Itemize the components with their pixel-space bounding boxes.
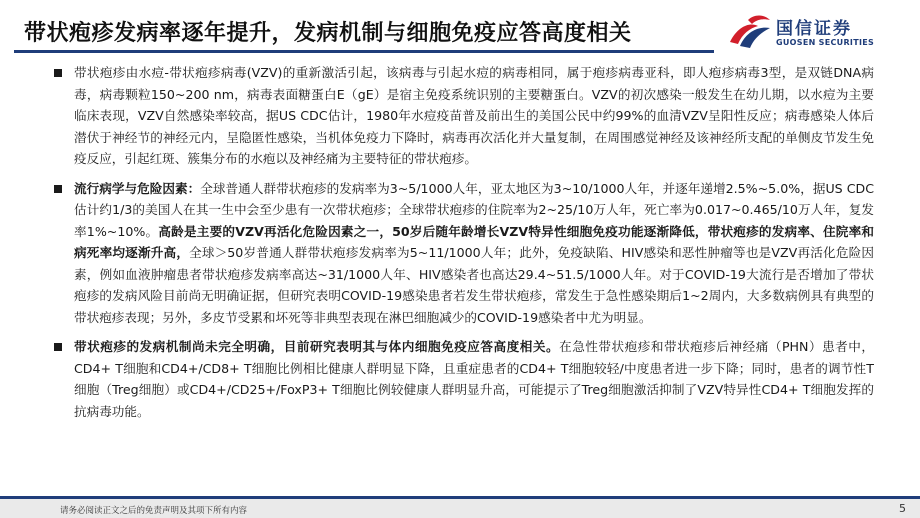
paragraph-emphasis: 高龄是主要的VZV再活化危险因素之一，50岁后随年龄增长VZV特异性细胞免疫功能逐渐降低，带状疱疹的发病率、住院率和病死率均逐渐升高， xyxy=(74,223,874,260)
paragraph-mechanism xyxy=(44,336,874,422)
page-number: 5 xyxy=(899,502,906,515)
title-underline xyxy=(14,50,714,53)
logo-chinese-name: 国信证券 xyxy=(776,19,852,39)
logo-english-name: GUOSEN SECURITIES xyxy=(776,38,875,47)
bullet-square-icon xyxy=(54,185,62,193)
content-body xyxy=(44,62,874,430)
paragraph-epidemiology xyxy=(44,178,874,329)
company-logo xyxy=(728,12,908,56)
footer-disclaimer: 请务必阅读正文之后的免责声明及其项下所有内容 xyxy=(60,506,248,516)
paragraph-text: 全球普通人群带状疱疹的发病率为3~5/1000人年，亚太地区为3~10/1000人年，并逐年递增2.5%~5.0%，据US CDC估计约1/3的美国人在其一生中会至少患有一次带状疱疹；全球带状疱疹的住院率为2~25/10万人年，死亡率为0.017~0.465/10万人年，复发率1%~10%。 xyxy=(74,180,875,239)
footer-divider xyxy=(0,496,920,499)
paragraph-lead: 流行病学与危险因素： xyxy=(74,180,201,196)
bullet-square-icon xyxy=(54,69,62,77)
paragraph-text: 带状疱疹由水痘-带状疱疹病毒(VZV)的重新激活引起，该病毒与引起水痘的病毒相同，属于疱疹病毒亚科，即人疱疹病毒3型，是双链DNA病毒，病毒颗粒150~200 nm，病毒表面糖蛋白E（gE）是宿主免疫系统识别的主要糖蛋白。VZV的初次感染一般发生在幼儿期，以水痘为主要临床表现，VZV自然感染率较高，据US CDC估计，1980年水痘疫苗普及前出生的美国公民中约99%的血清VZV呈阳性反应；病毒感染人体后潜伏于神经节的神经元内，呈隐匿性感染，当机体免疫力下降时，病毒再次活化并大量复制，在周围感觉神经及该神经所支配的单侧皮节发生免疫反应，引起红斑、簇集分布的水疱以及神经痛为主要特征的带状疱疹。 xyxy=(74,65,874,166)
paragraph-text: 在急性带状疱疹和带状疱疹后神经痛（PHN）患者中，CD4+ T细胞和CD4+/CD8+ T细胞比例相比健康人群明显下降，且重症患者的CD4+ T细胞较轻/中度患者进一步下降；同时，患者的调节性T细胞（Treg细胞）或CD4+/CD25+/FoxP3+ T细胞比例较健康人群明显升高，可能提示了Treg细胞激活抑制了VZV特异性CD4+ T细胞发挥的抗病毒功能。 xyxy=(74,339,874,419)
paragraph-lead: 带状疱疹的发病机制尚未完全明确，目前研究表明其与体内细胞免疫应答高度相关。 xyxy=(74,339,560,354)
guosen-logo-icon xyxy=(728,12,772,52)
paragraph-tail: 全球＞50岁普通人群带状疱疹发病率为5~11/1000人年；此外，免疫缺陷、HIV感染和恶性肿瘤等也是VZV再活化危险因素，例如血液肿瘤患者带状疱疹发病率高达~31/1000人年、HIV感染者也高达29.4~51.5/1000人年。对于COVID-19大流行是否增加了带状疱疹的发病风险目前尚无明确证据，但研究表明COVID-19感染患者若发生带状疱疹，常发生于急性感染期后1~2周内，大多数病例具有典型的带状疱疹表现；另外，多皮节受累和坏死等非典型表现在淋巴细胞减少的COVID-19感染者中尤为明显。 xyxy=(74,245,874,325)
bullet-square-icon xyxy=(54,343,62,351)
paragraph-virus-overview xyxy=(44,62,874,170)
page-title: 带状疱疹发病率逐年提升，发病机制与细胞免疫应答高度相关 xyxy=(24,21,632,46)
